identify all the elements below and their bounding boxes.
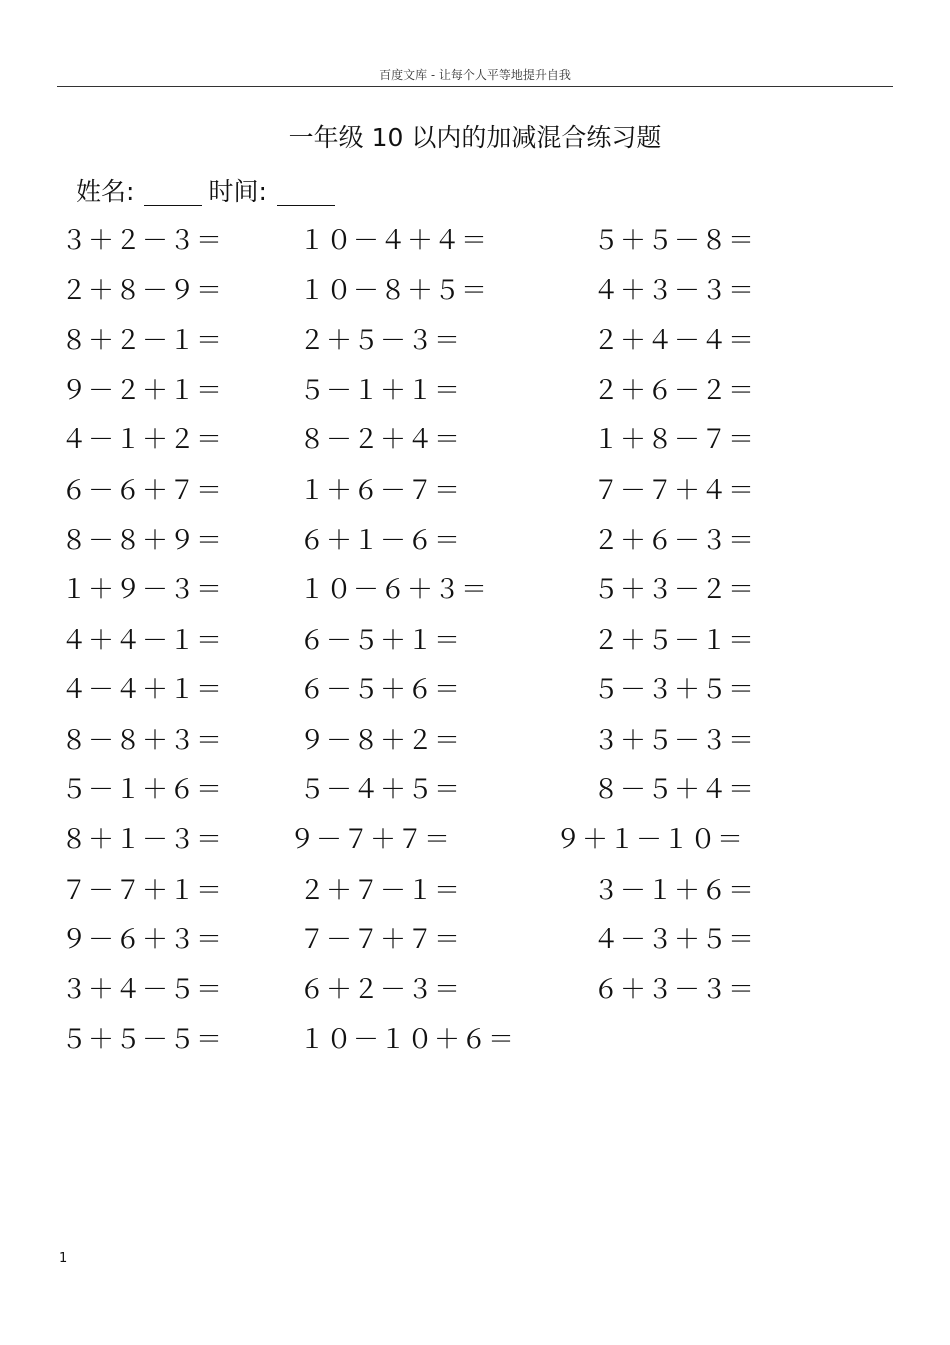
problem-r8-c1: １＋９－３＝: [61, 575, 224, 605]
problem-r9-c2: ６－５＋１＝: [299, 626, 462, 656]
problem-r5-c1: ４－１＋２＝: [61, 425, 224, 455]
problem-r10-c1: ４－４＋１＝: [61, 675, 224, 705]
problem-r13-c1: ８＋１－３＝: [61, 825, 224, 855]
problem-r16-c1: ３＋４－５＝: [61, 975, 224, 1005]
problem-r9-c3: ２＋５－１＝: [593, 626, 756, 656]
problem-r8-c3: ５＋３－２＝: [593, 575, 756, 605]
problem-r3-c3: ２＋４－４＝: [593, 326, 756, 356]
problem-r6-c3: ７－７＋４＝: [593, 476, 756, 506]
problem-r8-c2: １０－６＋３＝: [299, 575, 489, 605]
problem-r6-c1: ６－６＋７＝: [61, 476, 224, 506]
document-header: 百度文库 - 让每个人平等地提升自我: [379, 68, 571, 82]
problem-r3-c1: ８＋２－１＝: [61, 326, 224, 356]
problem-r14-c3: ３－１＋６＝: [593, 876, 756, 906]
problem-r5-c3: １＋８－７＝: [593, 425, 756, 455]
problem-r2-c2: １０－８＋５＝: [299, 276, 489, 306]
problem-r10-c3: ５－３＋５＝: [593, 675, 756, 705]
problem-r13-c3: ９＋１－１０＝: [555, 825, 745, 855]
problem-r1-c3: ５＋５－８＝: [593, 226, 756, 256]
problem-r15-c3: ４－３＋５＝: [593, 925, 756, 955]
worksheet-title: 一年级 10 以内的加减混合练习题: [288, 123, 662, 152]
problem-r11-c3: ３＋５－３＝: [593, 726, 756, 756]
page-number: 1: [59, 1251, 68, 1266]
problem-r4-c1: ９－２＋１＝: [61, 376, 224, 406]
problem-r15-c1: ９－６＋３＝: [61, 925, 224, 955]
problem-r6-c2: １＋６－７＝: [299, 476, 462, 506]
problem-r2-c1: ２＋８－９＝: [61, 276, 224, 306]
problem-r12-c2: ５－４＋５＝: [299, 775, 462, 805]
problem-r7-c1: ８－８＋９＝: [61, 526, 224, 556]
problem-r2-c3: ４＋３－３＝: [593, 276, 756, 306]
name-label: 姓名:: [76, 177, 135, 206]
time-label: 时间:: [208, 177, 267, 206]
problem-r7-c2: ６＋１－６＝: [299, 526, 462, 556]
problem-r16-c2: ６＋２－３＝: [299, 975, 462, 1005]
problem-r4-c3: ２＋６－２＝: [593, 376, 756, 406]
problem-r14-c2: ２＋７－１＝: [299, 876, 462, 906]
problem-r7-c3: ２＋６－３＝: [593, 526, 756, 556]
problem-r12-c3: ８－５＋４＝: [593, 775, 756, 805]
problem-r1-c1: ３＋２－３＝: [61, 226, 224, 256]
problem-r10-c2: ６－５＋６＝: [299, 675, 462, 705]
problem-r3-c2: ２＋５－３＝: [299, 326, 462, 356]
problem-r11-c1: ８－８＋３＝: [61, 726, 224, 756]
problem-r17-c1: ５＋５－５＝: [61, 1025, 224, 1055]
problem-r14-c1: ７－７＋１＝: [61, 876, 224, 906]
problem-r12-c1: ５－１＋６＝: [61, 775, 224, 805]
problem-r9-c1: ４＋４－１＝: [61, 626, 224, 656]
problem-r16-c3: ６＋３－３＝: [593, 975, 756, 1005]
problem-r1-c2: １０－４＋４＝: [299, 226, 489, 256]
problem-r11-c2: ９－８＋２＝: [299, 726, 462, 756]
problem-r4-c2: ５－１＋１＝: [299, 376, 462, 406]
problem-r5-c2: ８－２＋４＝: [299, 425, 462, 455]
problem-r13-c2: ９－７＋７＝: [289, 825, 452, 855]
problem-r17-c2: １０－１０＋６＝: [299, 1025, 516, 1055]
problem-r15-c2: ７－７＋７＝: [299, 925, 462, 955]
